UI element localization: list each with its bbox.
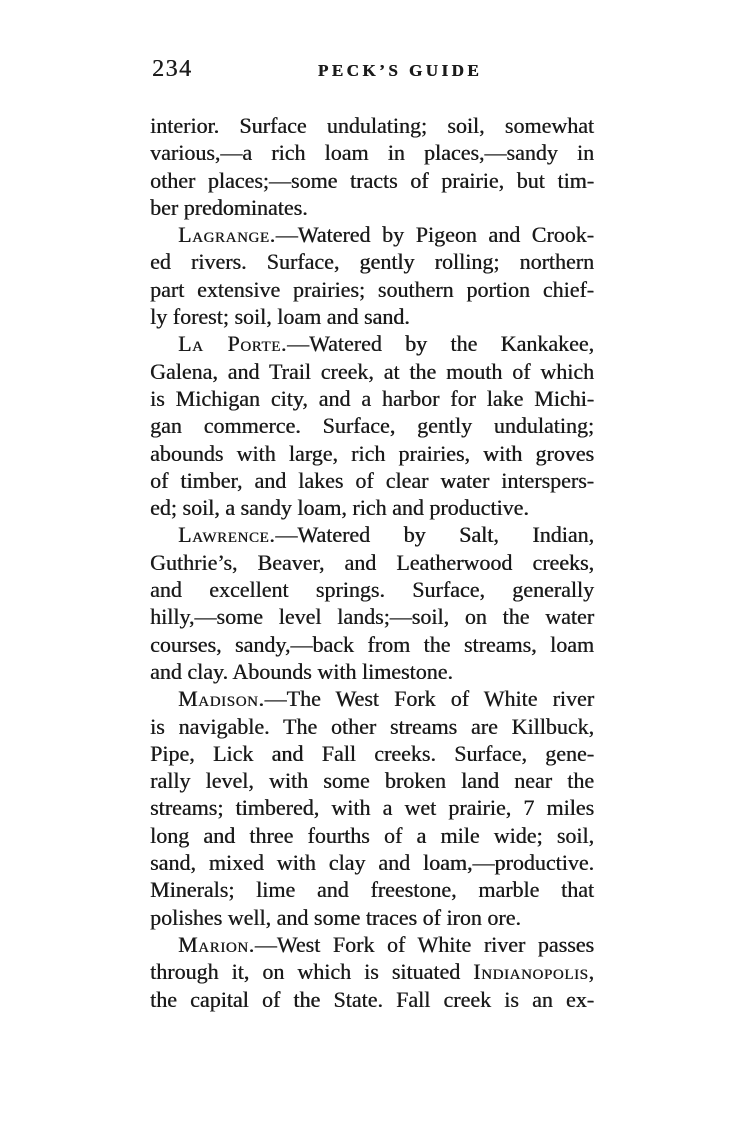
text-line (150, 412, 594, 439)
line-text: Minerals; lime and freestone, marble that (150, 877, 594, 903)
text-line (150, 330, 594, 357)
line-text: ed; soil, a sandy loam, rich and productive. (150, 495, 529, 521)
text-line (150, 631, 594, 658)
line-text: abounds with large, rich prairies, with groves (150, 440, 594, 466)
line-text: Pipe, Lick and Fall creeks. Surface, gene- (150, 740, 594, 766)
text-line (150, 358, 594, 385)
text-line (150, 467, 594, 494)
text-line (150, 713, 594, 740)
line-text: courses, sandy,—back from the streams, loam (150, 631, 594, 657)
running-title: PECK’S GUIDE (317, 61, 483, 80)
text-line (150, 740, 594, 767)
line-text: polishes well, and some traces of iron ore. (150, 904, 521, 930)
text-line (150, 576, 594, 603)
text-line (150, 248, 594, 275)
line-text: ly forest; soil, loam and sand. (150, 304, 410, 330)
text-line (150, 658, 594, 685)
line-text: rally level, with some broken land near the (150, 768, 594, 794)
line-text: interior. Surface undulating; soil, somewhat (150, 113, 594, 138)
text-line (150, 958, 594, 985)
line-text: Galena, and Trail creek, at the mouth of which (150, 358, 594, 384)
text-line (150, 494, 594, 521)
text-line (150, 385, 594, 412)
small-caps-name: Lawrence. (178, 522, 276, 548)
line-text: ber predominates. (150, 194, 308, 220)
line-text: is Michigan city, and a harbor for lake Michi- (150, 385, 594, 411)
page-body-text (150, 112, 594, 1013)
text-line (150, 822, 594, 849)
line-text: is navigable. The other streams are Killbuck, (150, 713, 594, 739)
page-header (150, 56, 594, 112)
line-text: part extensive prairies; southern portion chief- (150, 276, 594, 302)
text-line (150, 549, 594, 576)
text-line (150, 521, 594, 548)
line-text: other places;—some tracts of prairie, but tim- (150, 167, 594, 193)
text-line (150, 986, 594, 1013)
text-line (150, 904, 594, 931)
line-text: long and three fourths of a mile wide; soil, (150, 822, 594, 848)
line-text: of timber, and lakes of clear water interspers- (150, 467, 594, 493)
small-caps-name: Madison. (178, 686, 265, 712)
text-line (150, 194, 594, 221)
text-line (150, 685, 594, 712)
line-text: —Watered by Salt, Indian, (275, 522, 594, 548)
text-line (150, 876, 594, 903)
text-line (150, 276, 594, 303)
line-text: streams; timbered, with a wet prairie, 7 miles (150, 795, 594, 821)
line-text: ed rivers. Surface, gently rolling; northern (150, 249, 594, 275)
line-text: —West Fork of White river passes (254, 931, 594, 957)
line-text: and clay. Abounds with limestone. (150, 658, 453, 684)
line-text: gan commerce. Surface, gently undulating; (150, 413, 594, 439)
text-line (150, 849, 594, 876)
text-line (150, 767, 594, 794)
text-line (150, 303, 594, 330)
text-line (150, 112, 594, 139)
line-text: —The West Fork of White river (264, 686, 594, 712)
line-text: various,—a rich loam in places,—sandy in (150, 140, 594, 166)
small-caps-name: Marion. (178, 931, 255, 957)
line-text: —Watered by the Kankakee, (287, 331, 595, 357)
line-text: , (588, 959, 594, 985)
text-line (150, 139, 594, 166)
text-line (150, 603, 594, 630)
line-text: sand, mixed with clay and loam,—productive. (150, 850, 594, 876)
small-caps-name: Lagrange. (178, 222, 276, 248)
text-line (150, 794, 594, 821)
text-column (150, 56, 594, 1013)
line-text: the capital of the State. Fall creek is an ex- (150, 986, 594, 1012)
line-text: hilly,—some level lands;—soil, on the water (150, 604, 594, 630)
small-caps-name: La Porte. (178, 331, 287, 357)
small-caps-name: Indianopolis (473, 959, 589, 985)
text-line (150, 440, 594, 467)
line-text: through it, on which is situated (150, 959, 474, 985)
text-line (150, 167, 594, 194)
line-text: —Watered by Pigeon and Crook- (275, 222, 594, 248)
text-line (150, 221, 594, 248)
line-text: Guthrie’s, Beaver, and Leatherwood creeks, (150, 549, 594, 575)
page-number: 234 (152, 56, 193, 82)
text-line (150, 931, 594, 958)
line-text: and excellent springs. Surface, generally (150, 577, 594, 603)
